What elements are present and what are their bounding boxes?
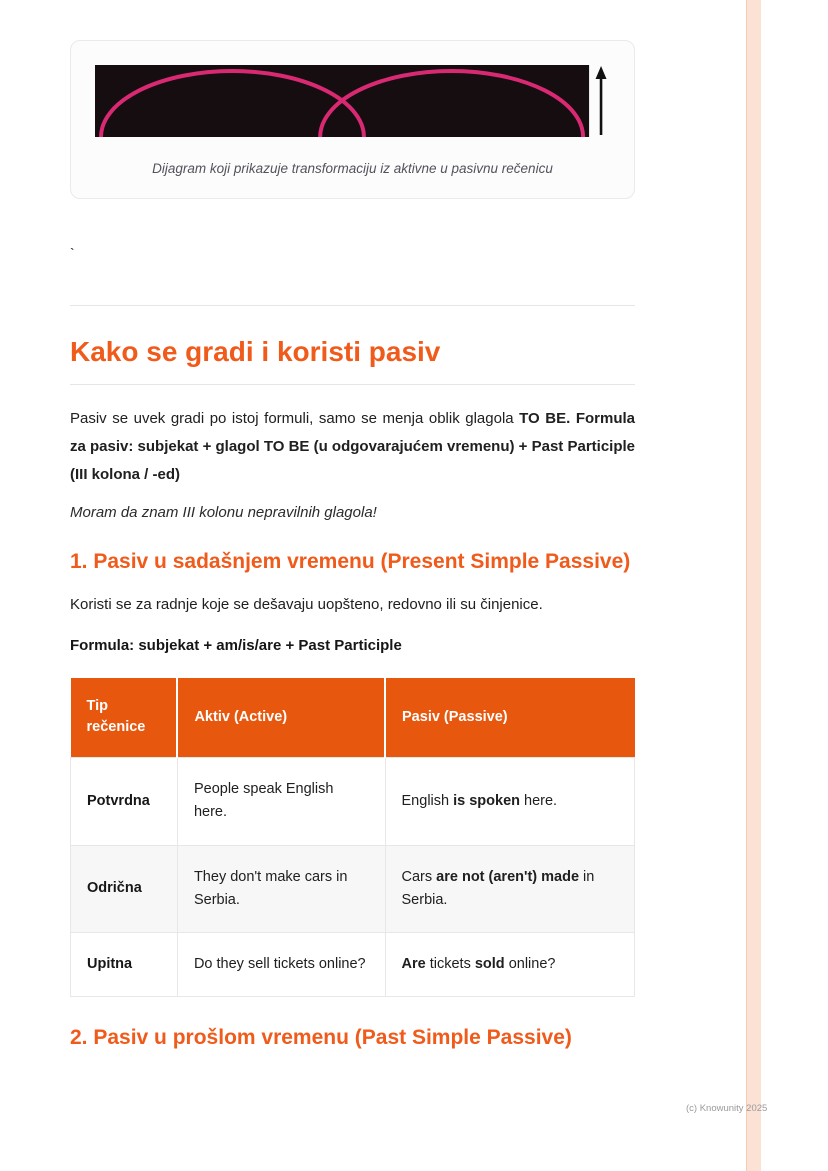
figure-card xyxy=(70,40,635,199)
stray-character: ` xyxy=(70,245,75,261)
table-row xyxy=(71,932,635,996)
table-header-cell: Pasiv (Passive) xyxy=(385,678,634,758)
section-divider xyxy=(70,305,635,306)
page-title: Kako se gradi i koristi pasiv xyxy=(70,336,635,385)
table-header-row xyxy=(71,678,635,758)
sentence-type-cell: Odrična xyxy=(71,845,178,932)
figure-caption: Dijagram koji prikazuje transformaciju iz aktivne u pasivnu rečenicu xyxy=(152,161,553,176)
past-simple-heading: 2. Pasiv u prošlom vremenu (Past Simple Passive) xyxy=(70,1026,572,1050)
right-margin-stripe xyxy=(746,0,761,1171)
passive-sentence-cell: Cars are not (aren't) made in Serbia. xyxy=(385,845,634,932)
table-row xyxy=(71,758,635,845)
italic-note: Moram da znam III kolonu nepravilnih glagola! xyxy=(70,504,377,522)
passive-voice-table xyxy=(70,678,635,997)
passive-table-body xyxy=(71,758,635,997)
table-header-row xyxy=(71,678,635,758)
copyright-text: (c) Knowunity 2025 xyxy=(686,1103,768,1114)
active-sentence-cell: They don't make cars in Serbia. xyxy=(177,845,385,932)
present-simple-description: Koristi se za radnje koje se dešavaju uopšteno, redovno ili su činjenice. xyxy=(70,595,543,613)
passive-sentence-cell: English is spoken here. xyxy=(385,758,634,845)
table-header-cell: Aktiv (Active) xyxy=(177,678,385,758)
sentence-type-cell: Upitna xyxy=(71,932,178,996)
passive-sentence-cell: Are tickets sold online? xyxy=(385,932,634,996)
intro-paragraph: Pasiv se uvek gradi po istoj formuli, samo se menja oblik glagola TO BE. Formula za pasiv: subjekat + glagol TO BE (u odgovarajućem vremenu) + Past Participle (III kolona / -ed) xyxy=(70,410,635,483)
sentence-type-cell: Potvrdna xyxy=(71,758,178,845)
document-content xyxy=(70,0,635,1052)
up-arrow-icon xyxy=(596,66,607,135)
active-sentence-cell: Do they sell tickets online? xyxy=(177,932,385,996)
transformation-diagram-image xyxy=(95,65,610,137)
present-simple-heading: 1. Pasiv u sadašnjem vremenu (Present Simple Passive) xyxy=(70,550,631,574)
active-sentence-cell: People speak English here. xyxy=(177,758,385,845)
table-header-cell: Tip rečenice xyxy=(71,678,178,758)
present-simple-formula: Formula: subjekat + am/is/are + Past Participle xyxy=(70,636,402,654)
table-row xyxy=(71,845,635,932)
